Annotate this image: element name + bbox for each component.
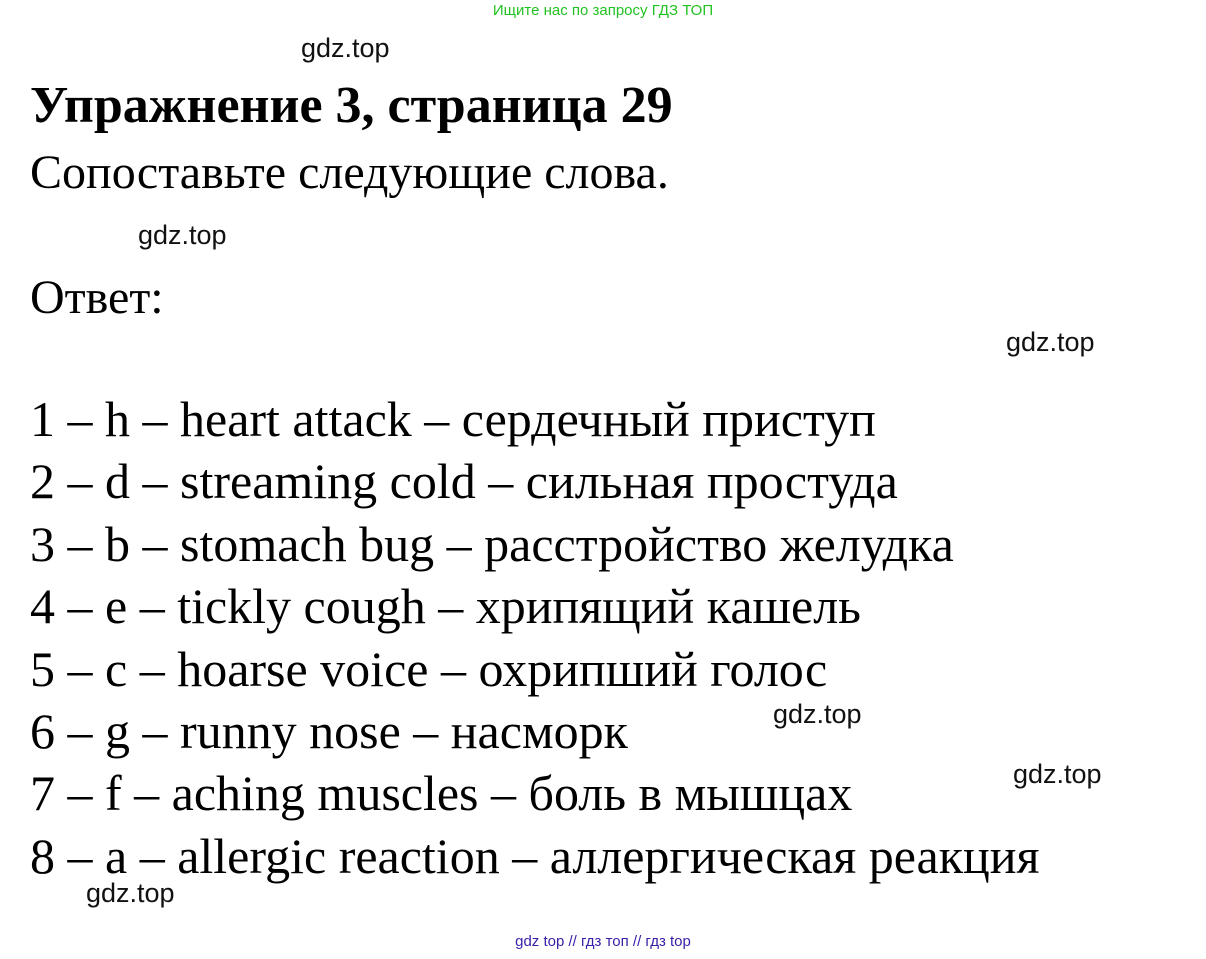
- answer-item: 6 – g – runny nose – насморк: [30, 702, 628, 759]
- watermark: gdz.top: [301, 33, 390, 63]
- answer-item: 8 – a – allergic reaction – аллергическая реакция: [30, 827, 1040, 884]
- page-title: Упражнение 3, страница 29: [30, 77, 673, 134]
- instruction-text: Сопоставьте следующие слова.: [30, 146, 669, 199]
- watermark: gdz.top: [773, 699, 862, 729]
- watermark: gdz.top: [1006, 327, 1095, 357]
- watermark: gdz.top: [86, 878, 175, 908]
- answer-item: 1 – h – heart attack – сердечный приступ: [30, 391, 876, 447]
- footer-links: gdz top // гдз топ // гдз top: [515, 933, 691, 950]
- answer-list: [30, 388, 1040, 887]
- answer-item: 3 – b – stomach bug – расстройство желудка: [30, 515, 954, 572]
- answer-item: 7 – f – aching muscles – боль в мышцах: [30, 765, 853, 822]
- answer-item: 5 – c – hoarse voice – охрипший голос: [30, 640, 828, 697]
- answer-item: 4 – e – tickly cough – хрипящий кашель: [30, 578, 861, 635]
- watermark: gdz.top: [1013, 759, 1102, 789]
- watermark: gdz.top: [138, 220, 227, 250]
- answer-item: 2 – d – streaming cold – сильная простуда: [30, 453, 898, 510]
- answer-label: Ответ:: [30, 271, 164, 324]
- top-banner: Ищите нас по запросу ГДЗ ТОП: [492, 2, 714, 19]
